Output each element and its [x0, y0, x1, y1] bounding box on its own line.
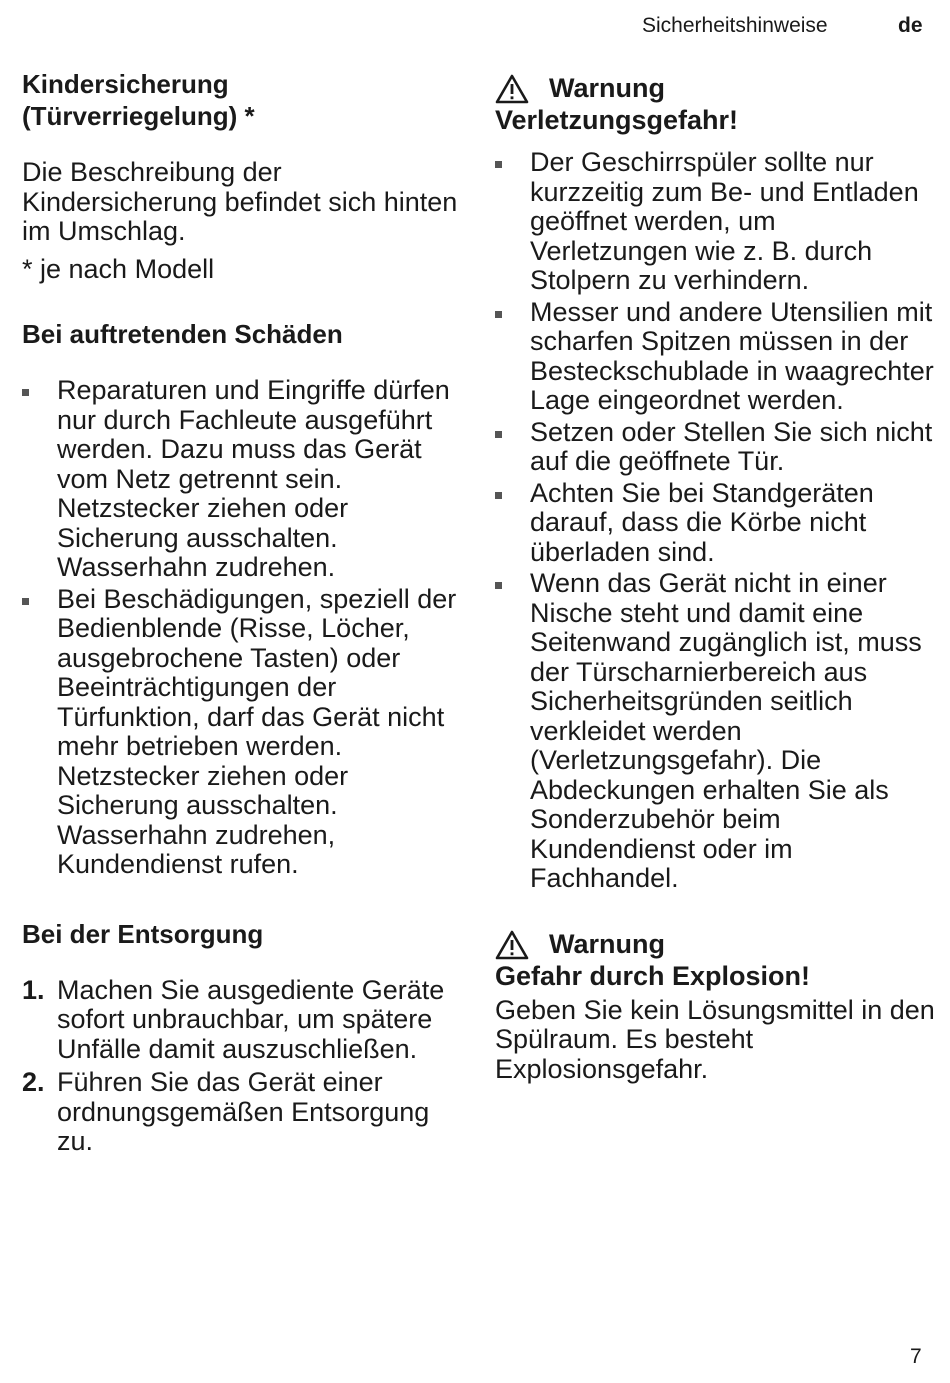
- step-text: Führen Sie das Gerät einer ordnungsgemäßen Entsorgung zu.: [57, 1067, 430, 1156]
- child-lock-heading-line1: Kindersicherung: [22, 69, 229, 99]
- bullet-square-icon: [22, 598, 29, 605]
- warning-list-item: [495, 298, 935, 416]
- child-lock-text: Die Beschreibung der Kindersicherung befindet sich hinten im Umschlag.: [22, 157, 458, 246]
- damage-list-item: [22, 376, 462, 583]
- running-header-language: de: [898, 14, 923, 37]
- disposal-step: [22, 1068, 462, 1157]
- warning-triangle-icon: [495, 930, 529, 960]
- warning-list-item: [495, 418, 935, 477]
- warning-item-text: Der Geschirrspüler sollte nur kurzzeitig zum Be- und Entladen geöffnet werden, um Verletzungen wie z. B. durch Stolpern zu verhindern.: [530, 147, 919, 295]
- warning-list-item: [495, 148, 935, 296]
- warning-injury-label-line: [495, 68, 935, 104]
- warning-label: Warnung: [549, 73, 665, 103]
- child-lock-footnote: * je nach Modell: [22, 253, 215, 284]
- disposal-heading: Bei der Entsorgung: [22, 918, 264, 949]
- page-number: 7: [910, 1345, 922, 1368]
- warning-injury-section: [495, 68, 935, 894]
- warning-label: Warnung: [549, 928, 665, 959]
- bullet-square-icon: [495, 431, 502, 438]
- step-text: Machen Sie ausgediente Geräte sofort unbrauchbar, um spätere Unfälle damit auszuschließen.: [57, 974, 445, 1064]
- bullet-square-icon: [22, 389, 29, 396]
- bullet-square-icon: [495, 161, 502, 168]
- damage-list-item: [22, 585, 462, 880]
- warning-triangle-icon: [495, 74, 529, 104]
- bullet-square-icon: [495, 582, 502, 589]
- damage-item-text: Bei Beschädigungen, speziell der Bedienblende (Risse, Löcher, ausgebrochene Tasten) oder Beeinträchtigungen der Türfunktion, darf das Gerät nicht mehr betrieben werden. Netzstecker ziehen oder Sicherung ausschalten. Wasserhahn zudrehen, Kundendienst rufen.: [57, 583, 457, 879]
- left-column: [22, 68, 462, 1161]
- warning-list-item: [495, 569, 935, 894]
- step-number: 2.: [22, 1067, 45, 1097]
- warning-injury-list: [495, 148, 935, 894]
- bullet-square-icon: [495, 311, 502, 318]
- disposal-step: [22, 976, 462, 1065]
- running-header-section: Sicherheitshinweise: [642, 14, 828, 37]
- warning-explosion-text: Geben Sie kein Lösungsmittel in den Spülraum. Es besteht Explosionsgefahr.: [495, 994, 935, 1084]
- warning-item-text: Messer und andere Utensilien mit scharfen Spitzen müssen in der Besteckschublade in waagrechter Lage eingeordnet werden.: [530, 296, 934, 415]
- damage-list: [22, 376, 462, 880]
- damage-heading: Bei auftretenden Schäden: [22, 319, 343, 349]
- bullet-square-icon: [495, 492, 502, 499]
- child-lock-section: [22, 68, 462, 284]
- warning-explosion-label-line: [495, 924, 935, 960]
- disposal-section: [22, 918, 462, 1157]
- warning-item-text: Achten Sie bei Standgeräten darauf, dass die Körbe nicht überladen sind.: [530, 477, 874, 567]
- damage-section: [22, 318, 462, 880]
- disposal-steps: [22, 976, 462, 1157]
- right-column: [495, 68, 935, 1084]
- warning-explosion-subtitle: Gefahr durch Explosion!: [495, 960, 811, 991]
- warning-item-text: Setzen oder Stellen Sie sich nicht auf die geöffnete Tür.: [530, 416, 933, 476]
- warning-item-text: Wenn das Gerät nicht in einer Nische steht und damit eine Seitenwand zugänglich ist, muss der Türscharnierbereich aus Sicherheitsgründen seitlich verkleidet werden (Verletzungsgefahr). Die Abdeckungen erhalten Sie als Sonderzubehör beim Kundendienst oder im Fachhandel.: [530, 568, 922, 893]
- step-number: 1.: [22, 974, 45, 1005]
- damage-item-text: Reparaturen und Eingriffe dürfen nur durch Fachleute ausgeführt werden. Dazu muss das Gerät vom Netz getrennt sein. Netzstecker ziehen oder Sicherung ausschalten. Wasserhahn zudrehen.: [57, 375, 450, 582]
- warning-list-item: [495, 479, 935, 568]
- child-lock-heading: [22, 68, 462, 132]
- child-lock-heading-line2: (Türverriegelung) *: [22, 101, 255, 131]
- warning-injury-subtitle: Verletzungsgefahr!: [495, 105, 739, 135]
- warning-explosion-section: [495, 924, 935, 1085]
